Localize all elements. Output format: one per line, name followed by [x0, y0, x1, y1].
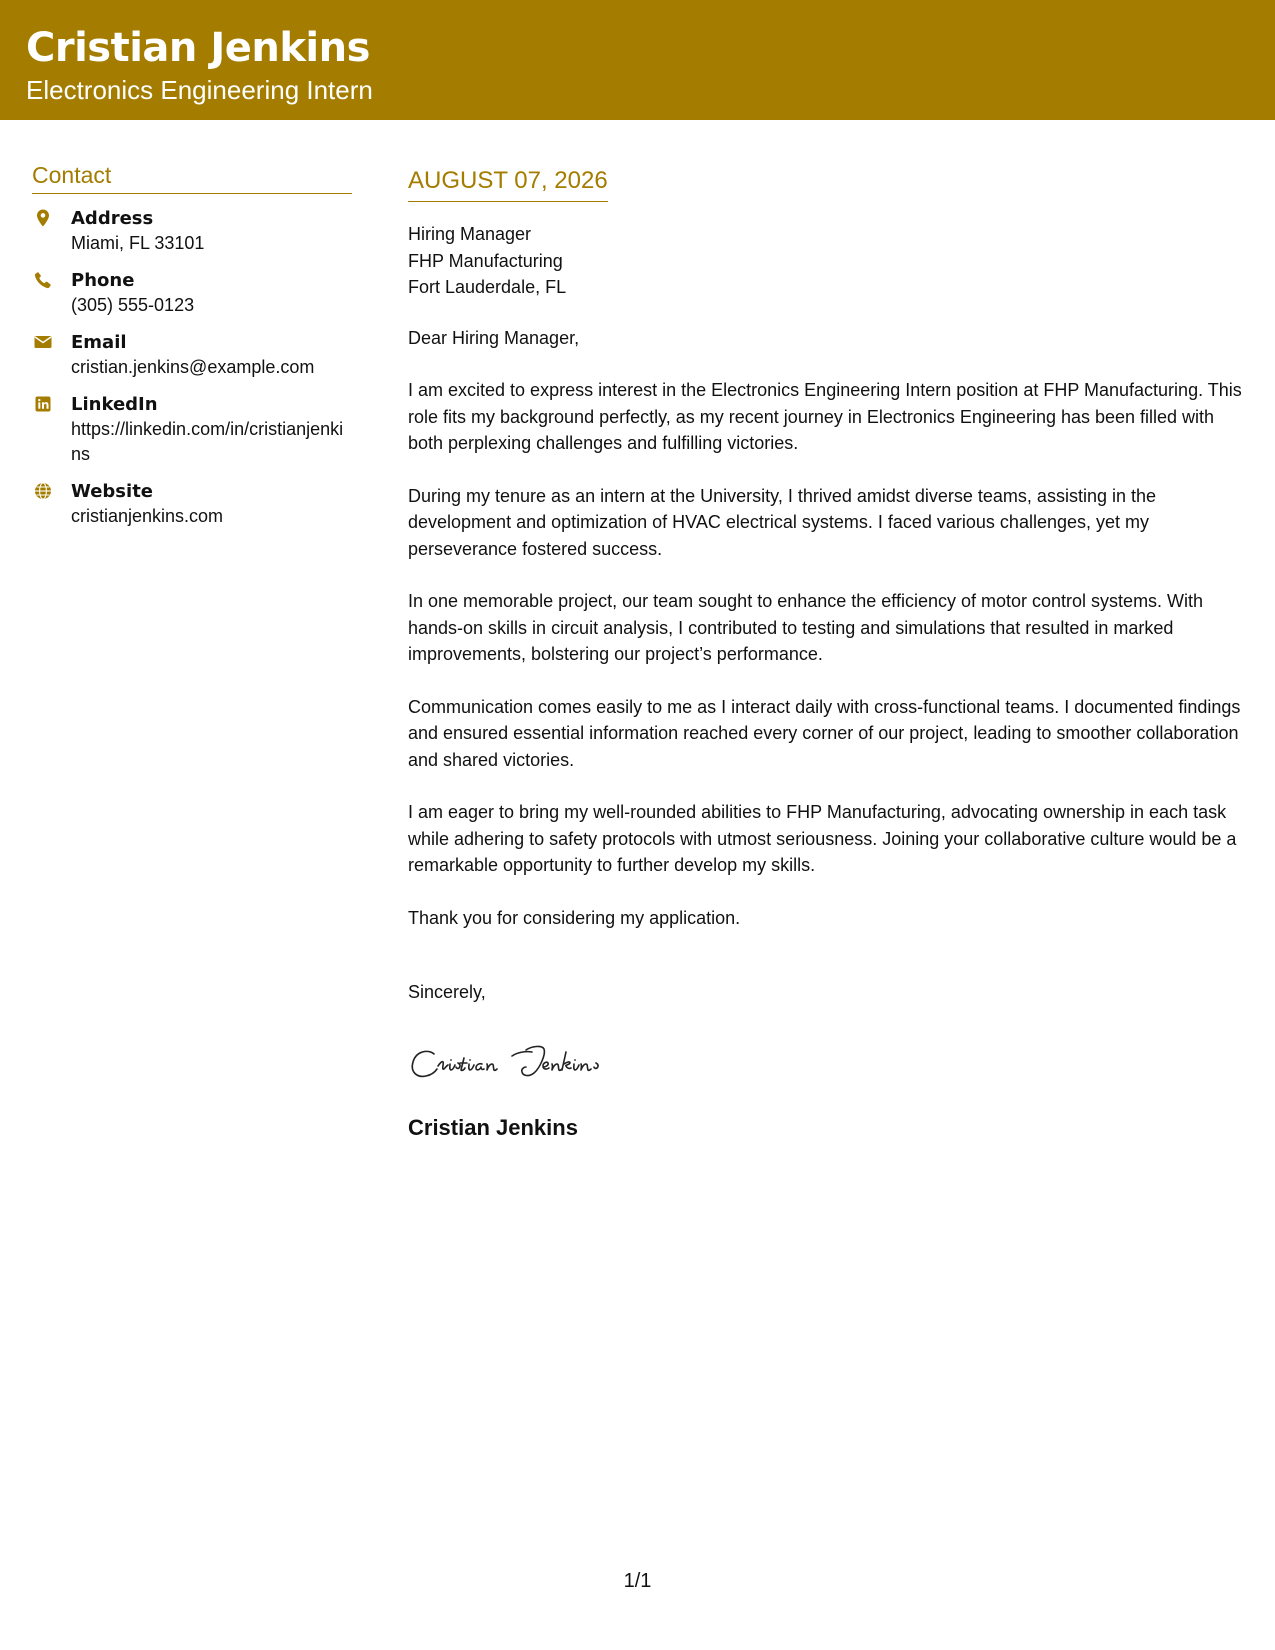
- recipient-block: [408, 221, 1253, 301]
- contact-sidebar: [32, 162, 352, 541]
- contact-value-email[interactable]: cristian.jenkins@example.com: [71, 357, 315, 377]
- contact-label: Website: [71, 481, 154, 502]
- phone-icon: [33, 270, 53, 290]
- contact-item-linkedin: [32, 392, 352, 467]
- header-banner: [0, 0, 1275, 120]
- letter-paragraph: In one memorable project, our team sought to enhance the efficiency of motor control systems. With hands-on skills in circuit analysis, I contributed to testing and simulations that resulted in marked improvements, bolstering our project’s performance.: [408, 591, 1204, 664]
- letter-paragraph: I am eager to bring my well-rounded abilities to FHP Manufacturing, advocating ownership in each task while adhering to safety protocols with utmost seriousness. Joining your collaborative culture would be a remarkable opportunity to further develop my skills.: [408, 802, 1237, 875]
- recipient-line: Fort Lauderdale, FL: [408, 277, 567, 297]
- location-pin-icon: [33, 208, 53, 228]
- contact-label: Email: [71, 332, 127, 353]
- contact-list: [32, 206, 352, 529]
- globe-icon: [33, 481, 53, 501]
- letter-paragraph: Communication comes easily to me as I interact daily with cross-functional teams. I documented findings and ensured essential information reached every corner of our project, leading to smoother collaboration and shared victories.: [408, 696, 1241, 770]
- signer-name: Cristian Jenkins: [408, 1114, 578, 1140]
- contact-value-phone: (305) 555-0123: [71, 295, 195, 315]
- contact-label: Phone: [71, 270, 135, 291]
- letter-date: AUGUST 07, 2026: [408, 165, 608, 202]
- contact-value-linkedin[interactable]: https://linkedin.com/in/cristianjenkins: [71, 419, 344, 464]
- applicant-name: Cristian Jenkins: [26, 25, 370, 71]
- letter-body: [408, 165, 1253, 1142]
- contact-item-address: [32, 206, 352, 256]
- contact-section-title: Contact: [32, 162, 352, 194]
- contact-value-address: Miami, FL 33101: [71, 233, 205, 253]
- contact-item-email: [32, 330, 352, 380]
- envelope-icon: [33, 332, 53, 352]
- page-number: 1/1: [623, 1570, 652, 1592]
- recipient-line: FHP Manufacturing: [408, 250, 563, 271]
- applicant-job-title: Electronics Engineering Intern: [26, 75, 373, 105]
- contact-item-phone: [32, 268, 352, 318]
- linkedin-icon: [33, 394, 53, 414]
- closing: Sincerely,: [408, 982, 486, 1002]
- recipient-line: Hiring Manager: [408, 224, 532, 244]
- letter-paragraph: During my tenure as an intern at the University, I thrived amidst diverse teams, assisting in the development and optimization of HVAC electrical systems. I faced various challenges, yet my perseverance fostered success.: [408, 485, 1156, 559]
- contact-label: LinkedIn: [71, 394, 158, 415]
- contact-label: Address: [71, 208, 154, 229]
- handwritten-signature: [408, 1036, 1253, 1096]
- letter-paragraph: I am excited to express interest in the Electronics Engineering Intern position at FHP Manufacturing. This role fits my background perfectly, as my recent journey in Electronics Engineering has been filled with both perplexing challenges and fulfilling victories.: [408, 380, 1242, 453]
- letter-paragraph: Thank you for considering my application.: [408, 907, 741, 928]
- contact-value-website[interactable]: cristianjenkins.com: [71, 506, 224, 526]
- salutation: Dear Hiring Manager,: [408, 327, 580, 348]
- contact-item-website: [32, 479, 352, 529]
